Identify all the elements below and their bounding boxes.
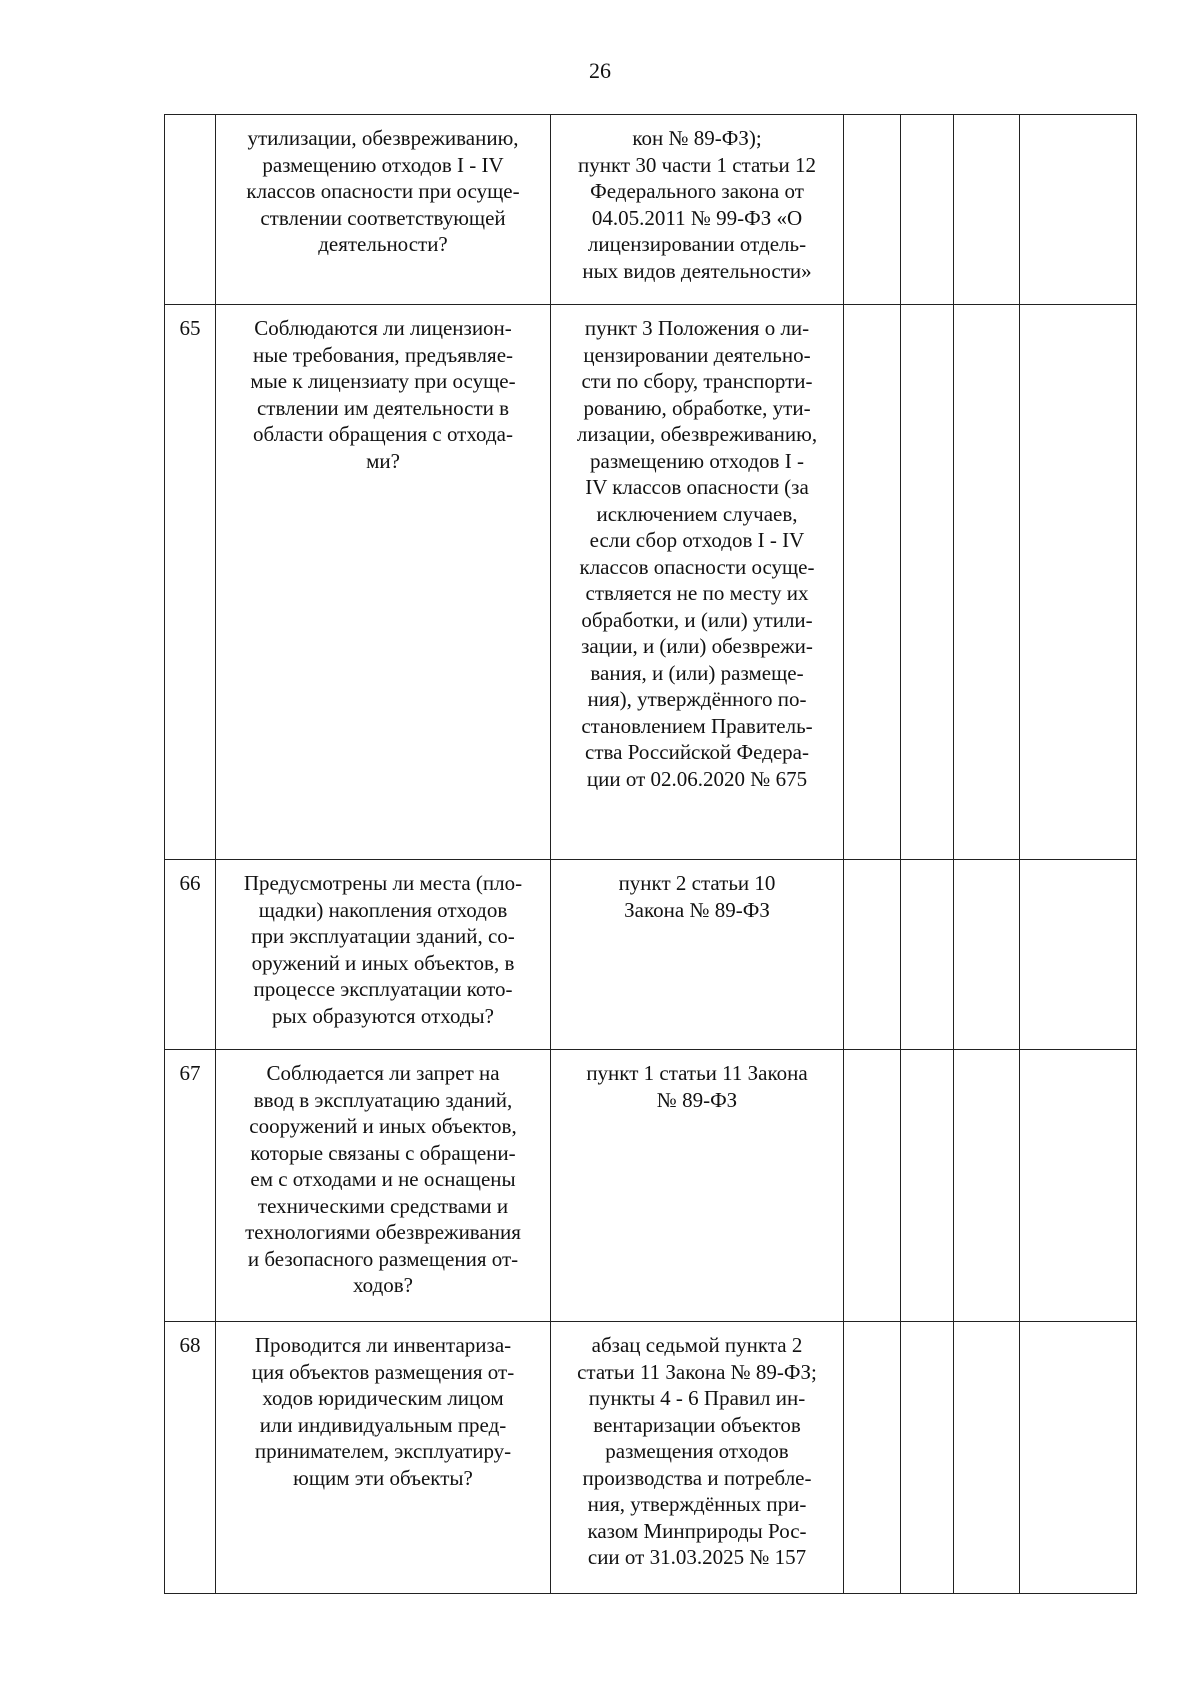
answer-no-cell	[901, 305, 954, 860]
notes-cell	[1020, 1050, 1137, 1322]
row-number: 68	[165, 1322, 216, 1594]
question-cell: Соблюдаются ли лицензион- ные требования, предъявляе- мые к лицензиату при осуще- ствлении им деятельности в области обращения с отхода- ми?	[216, 305, 551, 860]
notes-cell	[1020, 305, 1137, 860]
answer-na-cell	[954, 860, 1020, 1050]
question-cell: Предусмотрены ли места (пло- щадки) накопления отходов при эксплуатации зданий, со- оружений и иных объектов, в процессе эксплуатации кото- рых образуются отходы?	[216, 860, 551, 1050]
reference-cell: кон № 89-ФЗ); пункт 30 части 1 статьи 12 Федерального закона от 04.05.2011 № 99-ФЗ «О лицензировании отдель- ных видов деятельности»	[551, 115, 844, 305]
checklist-table	[164, 114, 1137, 1594]
answer-na-cell	[954, 1322, 1020, 1594]
table-row	[165, 115, 1137, 305]
reference-cell: пункт 1 статьи 11 Закона № 89-ФЗ	[551, 1050, 844, 1322]
answer-no-cell	[901, 860, 954, 1050]
reference-cell: пункт 2 статьи 10 Закона № 89-ФЗ	[551, 860, 844, 1050]
notes-cell	[1020, 115, 1137, 305]
answer-no-cell	[901, 1322, 954, 1594]
answer-no-cell	[901, 115, 954, 305]
answer-yes-cell	[844, 115, 901, 305]
table-row	[165, 860, 1137, 1050]
table-row	[165, 1322, 1137, 1594]
row-number: 67	[165, 1050, 216, 1322]
row-number	[165, 115, 216, 305]
answer-yes-cell	[844, 860, 901, 1050]
reference-cell: пункт 3 Положения о ли- цензировании деятельно- сти по сбору, транспорти- рованию, обработке, ути- лизации, обезвреживанию, размещению отходов I - IV классов опасности (за исключением случаев, если сбор отходов I - IV классов опасности осуще- ствляется не по месту их обработки, и (или) утили- зации, и (или) обезврежи- вания, и (или) размеще- ния), утверждённого по- становлением Правитель- ства Российской Федера- ции от 02.06.2020 № 675	[551, 305, 844, 860]
table-row	[165, 305, 1137, 860]
answer-na-cell	[954, 305, 1020, 860]
answer-no-cell	[901, 1050, 954, 1322]
table-row	[165, 1050, 1137, 1322]
question-cell: утилизации, обезвреживанию, размещению отходов I - IV классов опасности при осуще- ствлении соответствующей деятельности?	[216, 115, 551, 305]
question-cell: Соблюдается ли запрет на ввод в эксплуатацию зданий, сооружений и иных объектов, которые связаны с обращени- ем с отходами и не оснащены техническими средствами и технологиями обезвреживания и безопасного размещения от- ходов?	[216, 1050, 551, 1322]
notes-cell	[1020, 860, 1137, 1050]
row-number: 65	[165, 305, 216, 860]
answer-yes-cell	[844, 305, 901, 860]
answer-yes-cell	[844, 1322, 901, 1594]
answer-na-cell	[954, 115, 1020, 305]
reference-cell: абзац седьмой пункта 2 статьи 11 Закона № 89-ФЗ; пункты 4 - 6 Правил ин- вентаризации объектов размещения отходов производства и потребле- ния, утверждённых при- казом Минприроды Рос- сии от 31.03.2025 № 157	[551, 1322, 844, 1594]
question-cell: Проводится ли инвентариза- ция объектов размещения от- ходов юридическим лицом или индивидуальным пред- принимателем, эксплуатиру- ющим эти объекты?	[216, 1322, 551, 1594]
answer-na-cell	[954, 1050, 1020, 1322]
answer-yes-cell	[844, 1050, 901, 1322]
notes-cell	[1020, 1322, 1137, 1594]
page-number: 26	[589, 58, 611, 83]
row-number: 66	[165, 860, 216, 1050]
